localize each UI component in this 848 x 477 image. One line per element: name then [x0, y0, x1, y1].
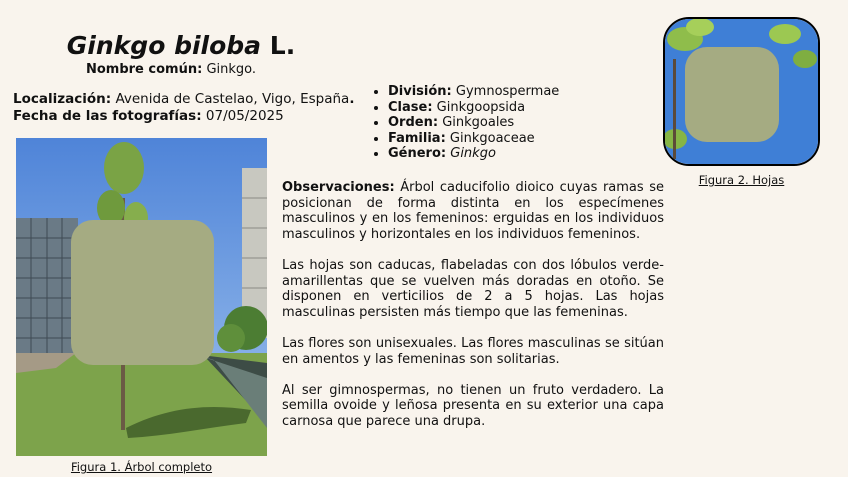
date-line — [13, 108, 354, 125]
location-value: Avenida de Castelao, Vigo, España — [115, 91, 350, 107]
location-block — [13, 91, 354, 125]
observations — [282, 180, 664, 445]
observations-paragraph-1: Observaciones: Árbol caducifolio dioico cuyas ramas se posicionan de forma distinta en los especímenes masculinos y en los femeninos: erguidas en los individuos masculinos y horizontales en los individuos femeninos. — [282, 180, 664, 242]
tree-photo — [16, 138, 267, 456]
taxonomy-list — [370, 84, 559, 162]
taxonomy-genus: • Género: Ginkgo — [388, 146, 559, 162]
location-line: Localización: Avenida de Castelao, Vigo, España. — [13, 91, 355, 107]
taxonomy-family: • Familia: Ginkgoaceae — [388, 131, 559, 147]
figure-1-caption: Figura 1. Árbol completo — [70, 460, 213, 474]
figure-2-caption: Figura 2. Hojas — [698, 173, 785, 187]
date-label: Fecha de las fotografías: — [13, 108, 202, 124]
taxonomy-order: • Orden: Ginkgoales — [388, 115, 559, 131]
observations-label: Observaciones: — [282, 180, 395, 195]
observations-paragraph-2: Las hojas son caducas, flabeladas con dos lóbulos verde-amarillentas que se vuelven más doradas en otoño. Se disponen en verticilios de 2 a 5 hojas. Las hojas masculinas persisten más tiempo que las femeninas. — [282, 257, 664, 320]
image-placeholder — [685, 47, 779, 142]
species-author: L. — [269, 31, 296, 60]
species-name: Ginkgo biloba — [66, 31, 262, 60]
common-name — [0, 62, 342, 77]
common-name-value: Ginkgo. — [206, 62, 256, 77]
observations-paragraph-3: Las flores son unisexuales. Las flores masculinas se sitúan en amentos y las femeninas son solitarias. — [282, 335, 664, 367]
location-label: Localización: — [13, 91, 112, 107]
date-value: 07/05/2025 — [205, 108, 284, 124]
taxonomy-division: • División: Gymnospermae — [388, 84, 559, 100]
page-title — [0, 30, 362, 62]
leaves-photo — [663, 17, 820, 166]
image-placeholder — [71, 220, 214, 365]
taxonomy-class: • Clase: Ginkgoopsida — [388, 100, 559, 116]
common-name-label: Nombre común: — [85, 62, 203, 77]
observations-paragraph-4: Al ser gimnospermas, no tienen un fruto verdadero. La semilla ovoide y leñosa presenta en su exterior una capa carnosa que parece una drupa. — [282, 382, 664, 429]
